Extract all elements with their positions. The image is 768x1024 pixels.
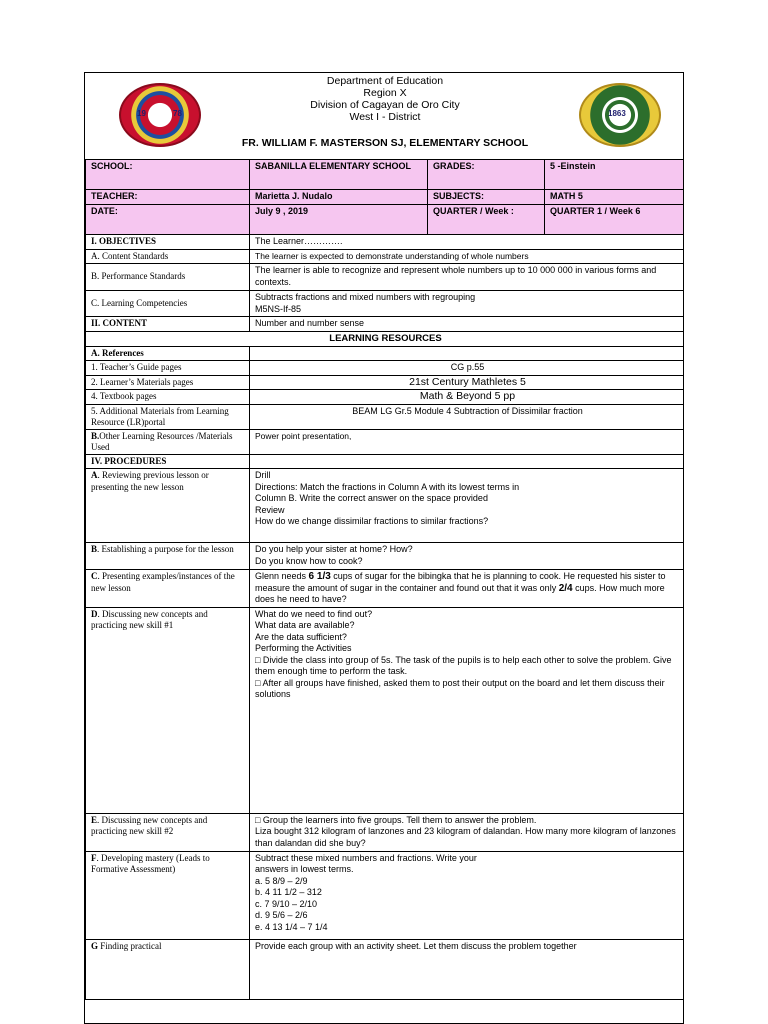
objectives-row (86, 235, 685, 250)
lesson-plan-page (84, 72, 684, 1024)
content-value: Number and number sense (250, 317, 685, 332)
quarter-label: QUARTER / Week : (428, 205, 545, 235)
learners-materials-value: 21st Century Mathletes 5 (250, 375, 685, 390)
deped-seal-logo (579, 83, 661, 147)
learners-materials-row (86, 375, 685, 390)
procedure-a-label (86, 469, 250, 543)
school-value: SABANILLA ELEMENTARY SCHOOL (250, 160, 428, 190)
school-label: SCHOOL: (86, 160, 250, 190)
other-resources-text: Other Learning Resources /Materials Used (91, 430, 233, 452)
subjects-value: MATH 5 (545, 190, 685, 205)
content-heading: II. CONTENT (86, 317, 250, 332)
competencies-text: Subtracts fractions and mixed numbers with regrouping (255, 292, 476, 302)
objectives-heading: I. OBJECTIVES (86, 235, 250, 250)
procedure-d-letter: D (91, 608, 98, 619)
procedure-c-text: . Presenting examples/instances of the new lesson (91, 571, 235, 593)
procedure-f-line: e. 4 13 1/4 – 7 1/4 (255, 921, 328, 932)
resources-title-row (86, 331, 685, 346)
procedure-a-text: . Reviewing previous lesson or presenting the new lesson (91, 470, 209, 492)
competencies-code: M5NS-If-85 (255, 303, 302, 314)
procedure-f-label (86, 851, 250, 939)
procedure-f-row (86, 851, 685, 939)
teacher-value: Marietta J. Nudalo (250, 190, 428, 205)
procedure-f-line: c. 7 9/10 – 2/10 (255, 898, 318, 909)
textbook-row (86, 390, 685, 405)
performance-standards-row (86, 264, 685, 291)
performance-standards-value: The learner is able to recognize and represent whole numbers up to 10 000 000 in various forms and contexts. (250, 264, 685, 291)
subjects-label: SUBJECTS: (428, 190, 545, 205)
seal-year-right: 78 (173, 109, 182, 118)
procedure-g-letter: G (91, 940, 99, 951)
procedure-c-fraction: 2/4 (558, 582, 573, 594)
procedure-b-content (250, 543, 685, 570)
info-row-teacher (86, 190, 685, 205)
procedure-c-part: cups. How much more does he need to have? (255, 582, 665, 604)
procedure-f-letter: F (91, 852, 97, 863)
procedure-c-content (250, 570, 685, 608)
procedure-e-label (86, 813, 250, 851)
references-row (86, 346, 685, 361)
competencies-value (250, 291, 685, 317)
procedure-b-letter: B (91, 544, 98, 554)
procedure-c-label (86, 570, 250, 608)
teachers-guide-label: 1. Teacher’s Guide pages (86, 361, 250, 376)
procedure-f-text: . Developing mastery (Leads to Formative Assessment) (91, 852, 210, 874)
procedure-f-line: a. 5 8/9 – 2/9 (255, 875, 308, 886)
school-name: FR. WILLIAM F. MASTERSON SJ, ELEMENTARY SCHOOL (241, 137, 529, 149)
procedure-d-text: . Discussing new concepts and practicing new skill #1 (91, 608, 208, 630)
competencies-label: C. Learning Competencies (86, 291, 250, 317)
procedure-b-label (86, 543, 250, 570)
procedure-b-text: . Establishing a purpose for the lesson (97, 544, 234, 554)
procedure-d-label (86, 607, 250, 813)
seal-year-left: 19 (137, 109, 146, 118)
procedure-f-line: answers in lowest terms. (255, 864, 354, 874)
region-name: Region X (363, 87, 407, 99)
content-row (86, 317, 685, 332)
procedure-a-letter: A (91, 470, 98, 480)
procedure-g-label (86, 939, 250, 999)
grades-label: GRADES: (428, 160, 545, 190)
procedure-a-line: How do we change dissimilar fractions to similar fractions? (255, 516, 489, 526)
procedure-g-line: Provide each group with an activity sheet. Let them discuss the problem together (255, 940, 577, 951)
procedure-b-row (86, 543, 685, 570)
other-resources-row (86, 429, 685, 454)
procedure-e-line: □ Group the learners into five groups. Tell them to answer the problem. (255, 814, 537, 825)
other-resources-label (86, 429, 250, 454)
procedure-e-row (86, 813, 685, 851)
division-name: Division of Cagayan de Oro City (310, 99, 460, 111)
procedures-value (250, 454, 685, 469)
procedure-a-line: Drill (255, 470, 271, 480)
procedure-e-content (250, 813, 685, 851)
procedure-a-line: Review (255, 504, 285, 515)
content-standards-label: A. Content Standards (86, 249, 250, 264)
procedure-f-content (250, 851, 685, 939)
teachers-guide-row (86, 361, 685, 376)
procedure-e-letter: E (91, 814, 98, 825)
procedure-d-line: □ After all groups have finished, asked them to post their output on the board and let them discuss their solutions (255, 677, 665, 699)
other-resources-letter: B. (91, 430, 100, 441)
additional-materials-value: BEAM LG Gr.5 Module 4 Subtraction of Dissimilar fraction (250, 404, 685, 429)
info-row-date (86, 205, 685, 235)
seal-year: 1863 (608, 109, 626, 118)
textbook-value: Math & Beyond 5 pp (250, 390, 685, 405)
procedure-c-row (86, 570, 685, 608)
district-name: West I - District (349, 111, 421, 123)
date-value: July 9 , 2019 (250, 205, 428, 235)
procedure-d-line: What data are available? (255, 620, 355, 630)
textbook-label: 4. Textbook pages (86, 390, 250, 405)
procedure-a-row (86, 469, 685, 543)
procedure-g-content (250, 939, 685, 999)
procedure-f-line: d. 9 5/6 – 2/6 (255, 910, 308, 920)
quarter-value: QUARTER 1 / Week 6 (545, 205, 685, 235)
procedure-a-line: Column B. Write the correct answer on the space provided (255, 493, 488, 503)
additional-materials-label: 5. Additional Materials from Learning Resource (LR)portal (86, 404, 250, 429)
procedure-g-text: Finding practical (98, 940, 162, 951)
procedure-f-line: Subtract these mixed numbers and fractions. Write your (255, 852, 477, 863)
references-heading: A. References (86, 346, 250, 361)
info-row-school (86, 160, 685, 190)
objectives-learner: The Learner…………. (250, 235, 685, 250)
procedure-b-line: Do you know how to cook? (255, 555, 363, 566)
procedures-row (86, 454, 685, 469)
grades-value: 5 -Einstein (545, 160, 685, 190)
document-header (85, 73, 684, 159)
teachers-guide-value: CG p.55 (250, 361, 685, 376)
additional-materials-row (86, 404, 685, 429)
procedure-d-line: Performing the Activities (255, 643, 352, 653)
procedure-d-row (86, 607, 685, 813)
learners-materials-label: 2. Learner’s Materials pages (86, 375, 250, 390)
performance-standards-label: B. Performance Standards (86, 264, 250, 291)
procedure-d-content (250, 607, 685, 813)
competencies-row (86, 291, 685, 317)
teacher-label: TEACHER: (86, 190, 250, 205)
procedure-d-line: Are the data sufficient? (255, 631, 347, 642)
procedure-c-fraction: 6 1/3 (308, 571, 331, 582)
procedure-f-line: b. 4 11 1/2 – 312 (255, 887, 322, 897)
content-standards-value: The learner is expected to demonstrate understanding of whole numbers (250, 249, 685, 264)
procedure-d-line: □ Divide the class into group of 5s. The task of the pupils is to help each other to solve the problem. Give them enough time to perform the task. (255, 654, 672, 676)
procedure-a-content (250, 469, 685, 543)
date-label: DATE: (86, 205, 250, 235)
procedure-g-row (86, 939, 685, 999)
procedures-heading: IV. PROCEDURES (86, 454, 250, 469)
dept-name: Department of Education (326, 75, 444, 87)
procedure-d-line: What do we need to find out? (255, 608, 373, 619)
learning-resources-title: LEARNING RESOURCES (86, 331, 685, 346)
procedure-a-line: Directions: Match the fractions in Column A with its lowest terms in (255, 481, 520, 492)
procedure-b-line: Do you help your sister at home? How? (255, 544, 413, 554)
procedure-e-line: Liza bought 312 kilogram of lanzones and 23 kilogram of dalandan. How many more kilogram of lanzones than dalandan did she buy? (255, 826, 676, 848)
procedure-c-part: Glenn needs (255, 571, 309, 581)
content-standards-row (86, 249, 685, 264)
procedure-c-part: cups of sugar for the bibingka that he is planning to cook. He requested his sister to measure the amount of sugar in the container and found out that it was only (255, 571, 666, 593)
lesson-plan-table (85, 159, 684, 1000)
procedure-e-text: . Discussing new concepts and practicing new skill #2 (91, 814, 208, 836)
procedure-c-letter: C (91, 571, 98, 581)
other-resources-value: Power point presentation, (250, 429, 685, 454)
references-value (250, 346, 685, 361)
